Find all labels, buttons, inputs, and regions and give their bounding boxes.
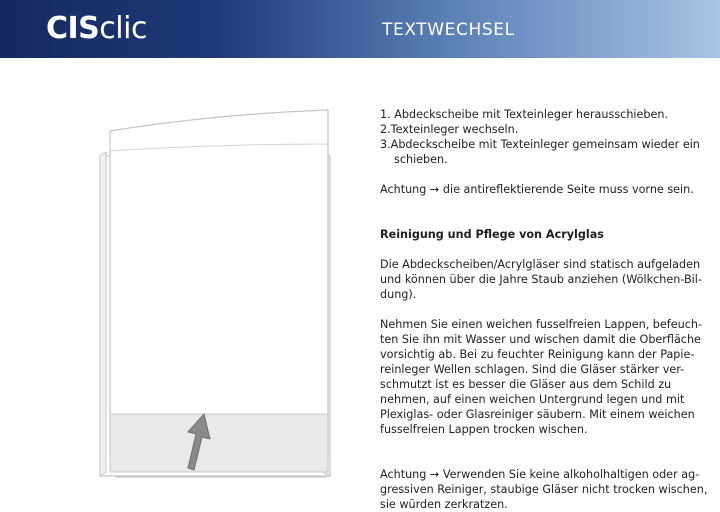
care-paragraph1-line2: und können über die Jahre Staub anziehen (Wölkchen-Bil- [380, 273, 702, 286]
sign-illustration [96, 96, 346, 481]
warning-line1: Achtung → Verwenden Sie keine alkoholhaltigen oder ag- [380, 468, 700, 481]
orientation-note: Achtung → die antireflektierende Seite muss vorne sein. [380, 183, 694, 196]
logo-light-text: clic [99, 11, 147, 46]
care-paragraph2-line4: reinleger Wellen schlagen. Sind die Gläser stärker ver- [380, 363, 685, 376]
warning-line3: sie würden zerkratzen. [380, 498, 508, 511]
warning-line2: gressiven Reiniger, staubige Gläser nicht trocken wischen, [380, 483, 708, 496]
text-insert-panel [110, 110, 328, 456]
step-1: 1. Abdeckscheibe mit Texteinleger herausschieben. [380, 108, 669, 121]
step-3-continued: schieben. [394, 153, 448, 166]
care-paragraph2-line7: Plexiglas- oder Glasreiniger säubern. Mit einem weichen [380, 408, 695, 421]
sign-left-rail [100, 152, 106, 476]
instructions-panel [380, 107, 710, 512]
care-paragraph2-line8: fusselfreien Lappen trocken wischen. [380, 423, 588, 436]
cisclic-logo [46, 11, 147, 47]
care-paragraph2-line2: ten Sie ihn mit Wasser und wischen damit die Oberfläche [380, 333, 701, 346]
step-2: 2.Texteinleger wechseln. [380, 123, 519, 136]
care-paragraph2-line1: Nehmen Sie einen weichen fusselfreien Lappen, befeuch- [380, 318, 702, 331]
page-title: TEXTWECHSEL [382, 20, 515, 40]
insert-bottom-band [110, 414, 328, 472]
logo-bold-text: CIS [46, 11, 100, 46]
care-paragraph2-line6: nehmen, auf einen weichen Untergrund legen und mit [380, 393, 685, 406]
care-paragraph2-line3: vorsichtig ab. Bei zu feuchter Reinigung kann der Papie- [380, 348, 695, 361]
header-banner [0, 0, 720, 58]
care-heading: Reinigung und Pflege von Acrylglas [380, 228, 604, 241]
care-paragraph2-line5: schmutzt ist es besser die Gläser aus dem Schild zu [380, 378, 672, 391]
step-3: 3.Abdeckscheibe mit Texteinleger gemeinsam wieder ein [380, 138, 700, 151]
care-paragraph1-line3: dung). [380, 288, 417, 301]
care-paragraph1-line1: Die Abdeckscheiben/Acrylgläser sind statisch aufgeladen [380, 258, 701, 271]
